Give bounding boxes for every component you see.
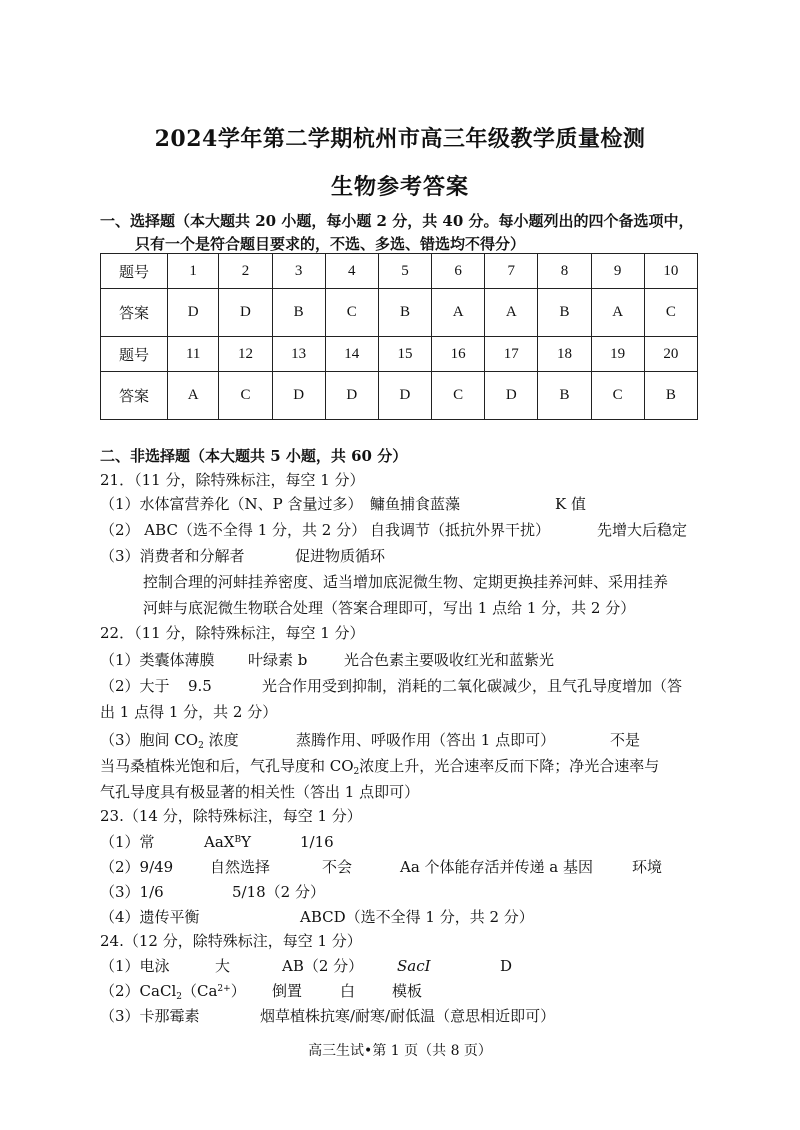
q22-line-4: [100, 730, 641, 751]
table-cell: B: [272, 289, 325, 337]
table-row: [101, 289, 698, 337]
answer-text: 模板: [392, 982, 423, 1000]
q22-line-1: [100, 650, 555, 670]
table-cell: D: [272, 372, 325, 420]
answer-text: （3）1/6: [100, 883, 164, 901]
q23-line-1: [100, 832, 334, 852]
q21-heading: 21．（11 分，除特殊标注，每空 1 分）: [100, 471, 365, 489]
answer-text: 环境: [632, 858, 663, 876]
answer-text: [204, 832, 251, 852]
table-cell: C: [325, 289, 378, 337]
q23-line-4: [100, 907, 534, 927]
answer-text: 蒸腾作用、呼吸作用（答出 1 点即可）: [296, 731, 556, 749]
table-cell: 9: [591, 254, 644, 289]
answer-text: 倒置: [272, 982, 303, 1000]
table-cell: D: [378, 372, 431, 420]
page-footer: 高三生试•第 1 页（共 8 页）: [308, 1043, 492, 1059]
q24-line-2: [100, 981, 423, 1002]
answer-text: ）: [230, 982, 246, 1000]
answer-text: （Ca: [181, 982, 218, 1000]
genotype-text: AaX: [204, 833, 235, 851]
subscript: 2: [353, 767, 360, 777]
answer-text: 促进物质循环: [295, 547, 386, 565]
row-label-number: 题号: [101, 254, 168, 289]
answer-text: 不会: [322, 858, 353, 876]
table-cell: A: [485, 289, 538, 337]
table-cell: 8: [538, 254, 591, 289]
answer-text: AB（2 分）: [282, 957, 364, 975]
table-cell: 5: [378, 254, 431, 289]
answer-text: 浓度上升，光合速率反而下降；净光合速率与: [359, 757, 660, 775]
q24-heading: 24.（12 分，除特殊标注，每空 1 分）: [100, 932, 362, 950]
table-cell: 1: [168, 254, 219, 289]
table-cell: C: [219, 372, 272, 420]
document-subtitle: 生物参考答案: [330, 174, 469, 200]
table-cell: B: [538, 372, 591, 420]
table-row: [101, 372, 698, 420]
q21-line-1: [100, 494, 586, 514]
answer-text: 大: [215, 957, 231, 975]
answer-text: （3）消费者和分解者: [100, 547, 245, 565]
answer-text: 浓度: [203, 731, 239, 749]
table-row: [101, 254, 698, 289]
row-label-answer: 答案: [101, 372, 168, 420]
answer-text: Aa 个体能存活并传递 a 基因: [400, 858, 594, 876]
q22-line-5: [100, 756, 659, 776]
q22-line-2: [100, 676, 683, 696]
q21-line-5: 河蚌与底泥微生物联合处理（答案合理即可，写出 1 点给 1 分，共 2 分）: [143, 599, 636, 617]
table-cell: 2: [219, 254, 272, 289]
table-cell: 13: [272, 337, 325, 372]
q22-heading: 22．（11 分，除特殊标注，每空 1 分）: [100, 624, 365, 642]
answer-text: 当马桑植株光饱和后，气孔导度和 CO: [100, 757, 354, 775]
table-row: [101, 337, 698, 372]
table-cell: 10: [644, 254, 697, 289]
table-cell: B: [378, 289, 431, 337]
q23-line-2: [100, 857, 663, 877]
answer-text: K 值: [555, 495, 586, 513]
answer-text: （2）大于: [100, 677, 170, 695]
answer-text: （3）胞间 CO: [100, 731, 199, 749]
answer-text: D: [500, 957, 513, 975]
superscript: B: [234, 835, 242, 845]
q23-line-3: [100, 882, 325, 902]
table-cell: 19: [591, 337, 644, 372]
table-cell: D: [325, 372, 378, 420]
table-cell: 7: [485, 254, 538, 289]
table-cell: 18: [538, 337, 591, 372]
answer-text: （1）类囊体薄膜: [100, 651, 215, 669]
answer-text: 光合作用受到抑制，消耗的二氧化碳减少，且气孔导度增加（答: [262, 677, 683, 695]
q24-line-1: [100, 956, 513, 976]
answer-table: [100, 253, 698, 420]
q24-line-3: [100, 1006, 556, 1026]
row-label-answer: 答案: [101, 289, 168, 337]
answer-text: （1）电泳: [100, 957, 170, 975]
answer-text: 叶绿素 b: [248, 651, 308, 669]
section1-heading-line2: 只有一个是符合题目要求的，不选、多选、错选均不得分）: [135, 235, 526, 253]
section2-heading: 二、非选择题（本大题共 5 小题，共 60 分）: [100, 447, 408, 465]
answer-text: 5/18（2 分）: [232, 883, 325, 901]
subscript: 2: [176, 992, 182, 1002]
answer-text: 不是: [610, 731, 641, 749]
table-cell: B: [644, 372, 697, 420]
table-cell: 16: [432, 337, 485, 372]
q22-line-6: 气孔导度具有极显著的相关性（答出 1 点即可）: [100, 783, 420, 801]
answer-text: 自我调节（抵抗外界干扰）: [370, 521, 551, 539]
answer-text: （2）CaCl: [100, 982, 177, 1000]
genotype-text: Y: [241, 833, 251, 851]
table-cell: 17: [485, 337, 538, 372]
table-cell: 4: [325, 254, 378, 289]
table-cell: D: [219, 289, 272, 337]
table-cell: D: [485, 372, 538, 420]
q21-line-2: [100, 520, 688, 540]
table-cell: A: [168, 372, 219, 420]
table-cell: 3: [272, 254, 325, 289]
answer-text: （1）常: [100, 833, 155, 851]
table-cell: C: [644, 289, 697, 337]
document-title: 2024学年第二学期杭州市高三年级教学质量检测: [154, 126, 646, 152]
superscript: 2+: [217, 984, 231, 994]
answer-text: 白: [340, 982, 356, 1000]
answer-text: 鳙鱼捕食蓝藻: [370, 495, 461, 513]
table-cell: A: [591, 289, 644, 337]
answer-text: SacI: [397, 957, 431, 975]
answer-text: （4）遗传平衡: [100, 908, 200, 926]
row-label-number: 题号: [101, 337, 168, 372]
table-cell: D: [168, 289, 219, 337]
table-cell: 11: [168, 337, 219, 372]
answer-text: （3）卡那霉素: [100, 1007, 200, 1025]
section1-heading-line1: 一、选择题（本大题共 20 小题，每小题 2 分，共 40 分。每小题列出的四个备选项中，: [100, 212, 694, 230]
answer-text: ABCD（选不全得 1 分，共 2 分）: [300, 908, 534, 926]
table-cell: 12: [219, 337, 272, 372]
q21-line-4: 控制合理的河蚌挂养密度、适当增加底泥微生物、定期更换挂养河蚌、采用挂养: [143, 573, 669, 591]
answer-text: 自然选择: [210, 858, 271, 876]
table-cell: B: [538, 289, 591, 337]
answer-text: 先增大后稳定: [597, 521, 688, 539]
answer-text: 9.5: [188, 677, 212, 695]
answer-text: （2） ABC（选不全得 1 分，共 2 分）: [100, 521, 367, 539]
q23-heading: 23.（14 分，除特殊标注，每空 1 分）: [100, 807, 362, 825]
answer-text: 1/16: [300, 833, 334, 851]
answer-text: （2）9/49: [100, 858, 174, 876]
table-cell: C: [432, 372, 485, 420]
table-cell: A: [432, 289, 485, 337]
q22-line-3: 出 1 点得 1 分，共 2 分）: [100, 703, 278, 721]
answer-text: 烟草植株抗寒/耐寒/耐低温（意思相近即可）: [260, 1007, 556, 1025]
table-cell: 20: [644, 337, 697, 372]
table-cell: 14: [325, 337, 378, 372]
table-cell: 15: [378, 337, 431, 372]
answer-text: 光合色素主要吸收红光和蓝紫光: [344, 651, 555, 669]
subscript: 2: [198, 741, 204, 751]
q21-line-3: [100, 546, 386, 566]
table-cell: C: [591, 372, 644, 420]
answer-text: （1）水体富营养化（N、P 含量过多）: [100, 495, 363, 513]
table-cell: 6: [432, 254, 485, 289]
